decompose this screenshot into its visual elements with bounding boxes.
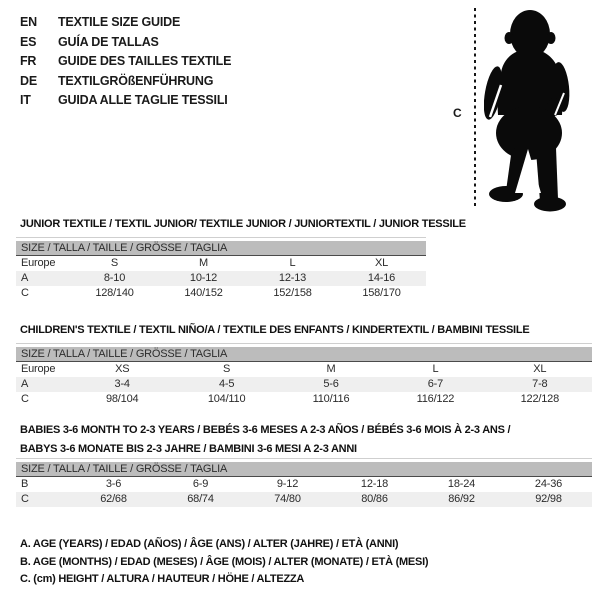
table-rows bbox=[16, 362, 592, 407]
footnote-b: B. AGE (MONTHS) / EDAD (MESES) / ÂGE (MOIS) / ALTER (MONATE) / ETÀ (MESI) bbox=[20, 555, 429, 568]
babies-table-title bbox=[20, 421, 510, 459]
row-label: C bbox=[21, 493, 29, 505]
language-code: IT bbox=[20, 93, 31, 107]
language-code: ES bbox=[20, 34, 37, 49]
table-cell: 18-24 bbox=[447, 478, 476, 490]
table-cell: M bbox=[326, 363, 336, 375]
title-line: JUNIOR TEXTILE / TEXTIL JUNIOR/ TEXTILE JUNIOR / JUNIORTEXTIL / JUNIOR TESSILE bbox=[20, 218, 466, 230]
height-measure-label: C bbox=[453, 106, 462, 120]
table-cell: 8-10 bbox=[103, 272, 126, 284]
table-cell: 4-5 bbox=[218, 378, 235, 390]
language-code: DE bbox=[20, 73, 37, 88]
row-label: Europe bbox=[21, 363, 56, 375]
language-title: TEXTILE SIZE GUIDE bbox=[58, 15, 181, 29]
table-cell: S bbox=[223, 363, 231, 375]
language-code: FR bbox=[20, 54, 37, 68]
table-cell: 7-8 bbox=[532, 378, 548, 390]
table-cell: 140/152 bbox=[184, 287, 223, 299]
childrens-size-table bbox=[16, 343, 592, 407]
table-cell: XL bbox=[374, 257, 389, 269]
table-cell: 98/104 bbox=[105, 393, 139, 405]
language-code: EN bbox=[20, 15, 37, 29]
table-cell: 12-13 bbox=[278, 272, 307, 284]
table-cell: 62/68 bbox=[100, 493, 127, 505]
size-header-bar: SIZE / TALLA / TAILLE / GRÖSSE / TAGLIA bbox=[16, 347, 592, 362]
table-row bbox=[16, 362, 592, 377]
table-cell: 86/92 bbox=[448, 493, 475, 505]
table-cell: 110/116 bbox=[312, 393, 350, 405]
junior-table-title bbox=[20, 215, 466, 234]
table-cell: 122/128 bbox=[520, 393, 560, 405]
babies-size-table bbox=[16, 458, 592, 507]
language-list bbox=[20, 13, 231, 111]
table-cell: 9-12 bbox=[276, 478, 299, 490]
row-label: Europe bbox=[21, 257, 56, 269]
footnote-legend bbox=[20, 536, 428, 589]
table-cell: 74/80 bbox=[274, 493, 301, 505]
language-row-fr bbox=[20, 52, 231, 72]
language-row-de bbox=[20, 72, 231, 92]
junior-size-table bbox=[16, 237, 426, 301]
title-line-2: BABYS 3-6 MONATE BIS 2-3 JAHRE / BAMBINI 3-6 MESI A 2-3 ANNI bbox=[20, 443, 357, 455]
table-top-rule bbox=[16, 237, 426, 238]
table-cell: 3-4 bbox=[114, 378, 130, 390]
table-cell: XS bbox=[115, 363, 130, 375]
language-title: GUIDA ALLE TAGLIE TESSILI bbox=[58, 93, 228, 107]
table-cell: M bbox=[199, 257, 208, 269]
table-row bbox=[16, 492, 592, 507]
table-cell: 104/110 bbox=[207, 393, 246, 405]
childrens-table-title bbox=[20, 321, 529, 340]
footnote-a: A. AGE (YEARS) / EDAD (AÑOS) / ÂGE (ANS) / ALTER (JAHRE) / ETÀ (ANNI) bbox=[20, 538, 399, 550]
toddler-silhouette-image bbox=[484, 3, 594, 213]
table-cell: 116/122 bbox=[416, 393, 455, 405]
table-cell: 10-12 bbox=[189, 272, 218, 284]
size-header-bar: SIZE / TALLA / TAILLE / GRÖSSE / TAGLIA bbox=[16, 462, 592, 477]
table-cell: 80/86 bbox=[361, 493, 388, 505]
table-cell: 92/98 bbox=[535, 493, 562, 505]
table-cell: 68/74 bbox=[187, 493, 214, 505]
language-row-it bbox=[20, 91, 231, 111]
table-top-rule bbox=[16, 343, 592, 344]
size-header-bar: SIZE / TALLA / TAILLE / GRÖSSE / TAGLIA bbox=[16, 241, 426, 256]
table-cell: 152/158 bbox=[273, 287, 312, 299]
table-cell: XL bbox=[533, 363, 547, 375]
table-top-rule bbox=[16, 458, 592, 459]
table-cell: 12-18 bbox=[360, 478, 389, 490]
row-label: A bbox=[21, 272, 29, 284]
title-line: CHILDREN'S TEXTILE / TEXTIL NIÑO/A / TEXTILE DES ENFANTS / KINDERTEXTIL / BAMBINI TESSILE bbox=[20, 324, 530, 336]
table-cell: S bbox=[110, 257, 119, 269]
language-title: TEXTILGRÖßENFÜHRUNG bbox=[58, 73, 214, 88]
table-cell: 6-9 bbox=[192, 478, 209, 490]
language-title: GUIDE DES TAILLES TEXTILE bbox=[58, 54, 232, 68]
table-cell: 3-6 bbox=[105, 478, 122, 490]
footnote-c: C. (cm) HEIGHT / ALTURA / HAUTEUR / HÖHE / ALTEZZA bbox=[20, 573, 305, 585]
table-cell: L bbox=[289, 257, 296, 269]
title-line-1: BABIES 3-6 MONTH TO 2-3 YEARS / BEBÉS 3-6 MESES A 2-3 AÑOS / BÉBÉS 3-6 MOIS À 2-3 ANS / bbox=[20, 424, 511, 436]
row-label: C bbox=[21, 287, 29, 299]
language-row-en bbox=[20, 13, 231, 33]
table-cell: 128/140 bbox=[95, 287, 134, 299]
language-row-es bbox=[20, 33, 231, 53]
table-cell: 14-16 bbox=[367, 272, 396, 284]
row-label: C bbox=[21, 393, 29, 405]
row-label: A bbox=[21, 378, 29, 390]
table-row bbox=[16, 271, 426, 286]
table-cell: L bbox=[432, 363, 439, 375]
height-measure-dashed-line bbox=[474, 8, 476, 206]
table-row bbox=[16, 377, 592, 392]
table-row bbox=[16, 392, 592, 407]
table-row bbox=[16, 477, 592, 492]
table-cell: 5-6 bbox=[323, 378, 339, 390]
table-rows bbox=[16, 477, 592, 507]
table-row bbox=[16, 256, 426, 271]
table-cell: 24-36 bbox=[534, 478, 563, 490]
table-cell: 158/170 bbox=[362, 287, 401, 299]
table-rows bbox=[16, 256, 426, 301]
table-cell: 6-7 bbox=[427, 378, 444, 390]
language-title: GUÍA DE TALLAS bbox=[58, 34, 159, 49]
row-label: B bbox=[21, 478, 29, 490]
table-row bbox=[16, 286, 426, 301]
